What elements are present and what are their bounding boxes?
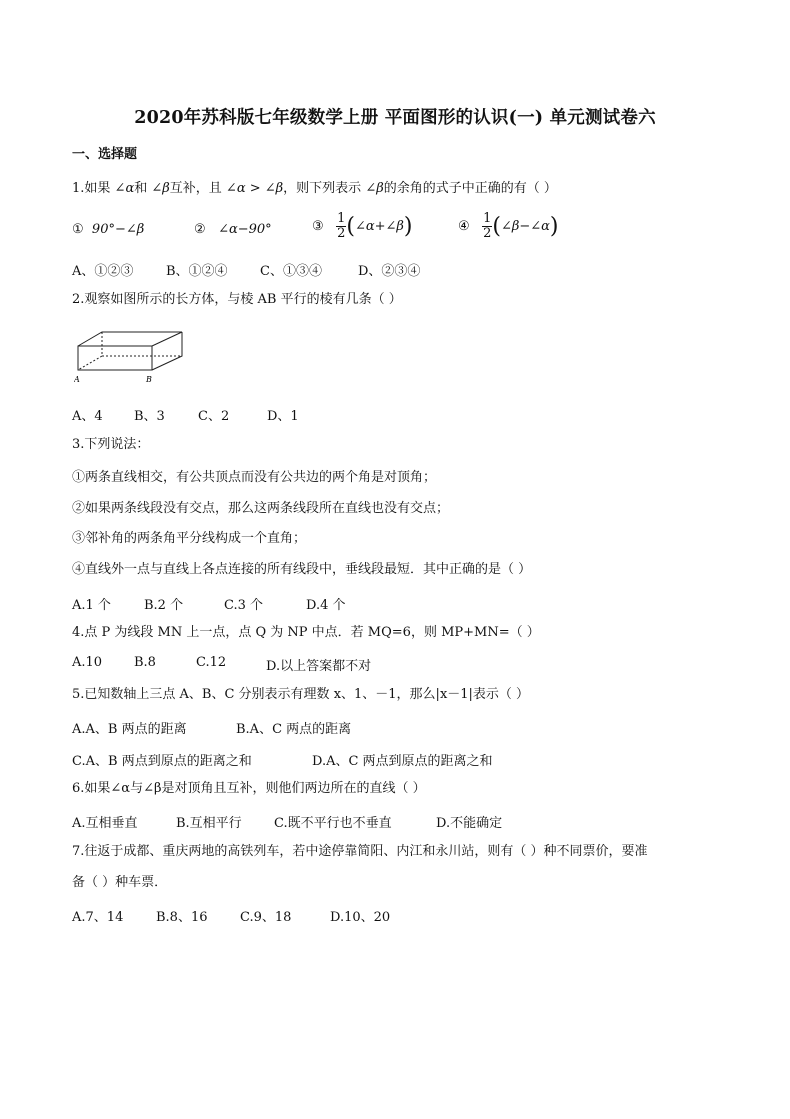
cuboid-label-a: A bbox=[74, 375, 80, 384]
question-7-choices bbox=[72, 906, 572, 924]
q1-choice-d: D、②③④ bbox=[358, 264, 421, 279]
q1-paren-open-3: ( bbox=[346, 214, 355, 239]
section-heading: 一、选择题 bbox=[72, 147, 138, 162]
q1-mid2: ，则下列表示 bbox=[283, 181, 366, 196]
question-3-choices bbox=[72, 594, 472, 612]
q3-statement-3: ③邻补角的两条角平分线构成一个直角； bbox=[72, 531, 307, 546]
q2-choice-b: B、3 bbox=[134, 409, 165, 424]
q5-choice-d: D.A、C 两点到原点的距离之和 bbox=[312, 754, 493, 769]
q6-choice-d: D.不能确定 bbox=[436, 816, 503, 831]
q1-prefix: 1.如果 bbox=[72, 181, 115, 196]
q1-tail: 的余角的式子中正确的有（ ） bbox=[383, 181, 557, 196]
q3-choice-a: A.1 个 bbox=[72, 598, 111, 613]
q6-choice-a: A.互相垂直 bbox=[72, 816, 138, 831]
q1-expr-1: 90°−∠β bbox=[91, 222, 145, 237]
question-4-choices bbox=[72, 655, 472, 673]
q1-and: 和 bbox=[134, 181, 152, 196]
q1-mark-1: ① bbox=[72, 222, 84, 237]
q1-expression-1 bbox=[72, 222, 144, 237]
q1-choice-c: C、①③④ bbox=[260, 264, 322, 279]
q1-frac4-numerator: 1 bbox=[483, 211, 492, 226]
q1-frac3-denominator: 2 bbox=[337, 226, 346, 241]
question-5-choices-row-1 bbox=[72, 718, 572, 736]
q7-choice-b: B.8、16 bbox=[156, 910, 208, 925]
q1-expression-4 bbox=[458, 212, 559, 241]
q7-choice-d: D.10、20 bbox=[330, 910, 391, 925]
cuboid-front-face bbox=[78, 346, 152, 370]
q1-mark-2: ② bbox=[194, 222, 206, 237]
q1-mark-3: ③ bbox=[312, 219, 324, 234]
q1-frac4-denominator: 2 bbox=[483, 226, 492, 241]
question-1-stem bbox=[72, 180, 557, 198]
q2-choice-a: A、4 bbox=[72, 409, 103, 424]
cuboid-hidden-edge-depth bbox=[78, 356, 102, 370]
q1-expression-2 bbox=[194, 222, 272, 237]
q1-choice-b: B、①②④ bbox=[166, 264, 228, 279]
q5-choice-b: B.A、C 两点的距离 bbox=[236, 722, 352, 737]
q5-choice-c: C.A、B 两点到原点的距离之和 bbox=[72, 754, 252, 769]
q6-choice-c: C.既不平行也不垂直 bbox=[274, 816, 392, 831]
q1-choice-a: A、①②③ bbox=[72, 264, 134, 279]
question-7-stem-line-1: 7.往返于成都、重庆两地的高铁列车，若中途停靠简阳、内江和永川站，则有（ ）种不同票价，要准 bbox=[72, 844, 648, 859]
q1-paren-close-3: ) bbox=[403, 214, 413, 239]
question-1-choices bbox=[72, 260, 672, 278]
q1-beta: ∠β bbox=[151, 181, 170, 196]
q1-expr-3: ∠α+∠β bbox=[354, 219, 404, 234]
cuboid-figure bbox=[74, 328, 186, 386]
q5-choice-a: A.A、B 两点的距离 bbox=[72, 722, 187, 737]
q1-frac3-numerator: 1 bbox=[337, 211, 346, 226]
q4-choice-b: B.8 bbox=[134, 655, 156, 670]
question-7-stem-line-2: 备（ ）种车票． bbox=[72, 875, 168, 890]
q4-choice-d: D.以上答案都不对 bbox=[266, 659, 372, 674]
q3-statement-4: ④直线外一点与直线上各点连接的所有线段中，垂线段最短．其中正确的是（ ） bbox=[72, 562, 532, 577]
cuboid-label-b: B bbox=[146, 375, 152, 384]
q7-choice-c: C.9、18 bbox=[240, 910, 292, 925]
question-4-stem: 4.点 P 为线段 MN 上一点，点 Q 为 NP 中点．若 MQ=6，则 MP+MN=（ ） bbox=[72, 625, 540, 640]
q6-choice-b: B.互相平行 bbox=[176, 816, 242, 831]
q1-expression-3 bbox=[312, 212, 413, 241]
q1-condition: ∠α > ∠β bbox=[225, 181, 284, 196]
q4-choice-a: A.10 bbox=[72, 655, 103, 670]
q2-choice-c: C、2 bbox=[198, 409, 230, 424]
q3-statement-1: ①两条直线相交，有公共顶点而没有公共边的两个角是对顶角； bbox=[72, 470, 437, 485]
q1-paren-close-4: ) bbox=[549, 214, 559, 239]
q1-mid: 互补，且 bbox=[169, 181, 226, 196]
page-title: 2020年苏科版七年级数学上册 平面图形的认识(一) 单元测试卷六 bbox=[134, 108, 656, 128]
question-5-stem: 5.已知数轴上三点 A、B、C 分别表示有理数 x、1、－1，那么|x－1|表示（ ） bbox=[72, 687, 530, 702]
q7-choice-a: A.7、14 bbox=[72, 910, 124, 925]
q1-mark-4: ④ bbox=[458, 219, 470, 234]
q1-fraction-3 bbox=[336, 212, 346, 241]
cuboid-right-edges bbox=[152, 332, 182, 370]
question-6-stem: 6.如果∠α与∠β是对顶角且互补，则他们两边所在的直线（ ） bbox=[72, 781, 426, 796]
q3-choice-b: B.2 个 bbox=[144, 598, 184, 613]
q3-statement-2: ②如果两条线段没有交点，那么这两条线段所在直线也没有交点； bbox=[72, 501, 450, 516]
q3-choice-d: D.4 个 bbox=[306, 598, 346, 613]
q2-choice-d: D、1 bbox=[267, 409, 299, 424]
q1-fraction-4 bbox=[482, 212, 492, 241]
question-2-stem: 2.观察如图所示的长方体，与棱 AB 平行的棱有几条（ ） bbox=[72, 292, 402, 307]
q3-choice-c: C.3 个 bbox=[224, 598, 264, 613]
q1-alpha: ∠α bbox=[114, 181, 135, 196]
question-1-expressions bbox=[72, 212, 712, 252]
question-5-choices-row-2 bbox=[72, 750, 632, 768]
q1-expr-2: ∠α−90° bbox=[218, 222, 272, 237]
question-3-stem: 3.下列说法： bbox=[72, 437, 150, 452]
q1-paren-open-4: ( bbox=[492, 214, 501, 239]
question-6-choices bbox=[72, 812, 572, 830]
q1-beta-2: ∠β bbox=[365, 181, 384, 196]
q4-choice-c: C.12 bbox=[196, 655, 227, 670]
cuboid-top-edges bbox=[78, 332, 182, 346]
question-2-choices bbox=[72, 405, 472, 423]
q1-expr-4: ∠β−∠α bbox=[500, 219, 550, 234]
